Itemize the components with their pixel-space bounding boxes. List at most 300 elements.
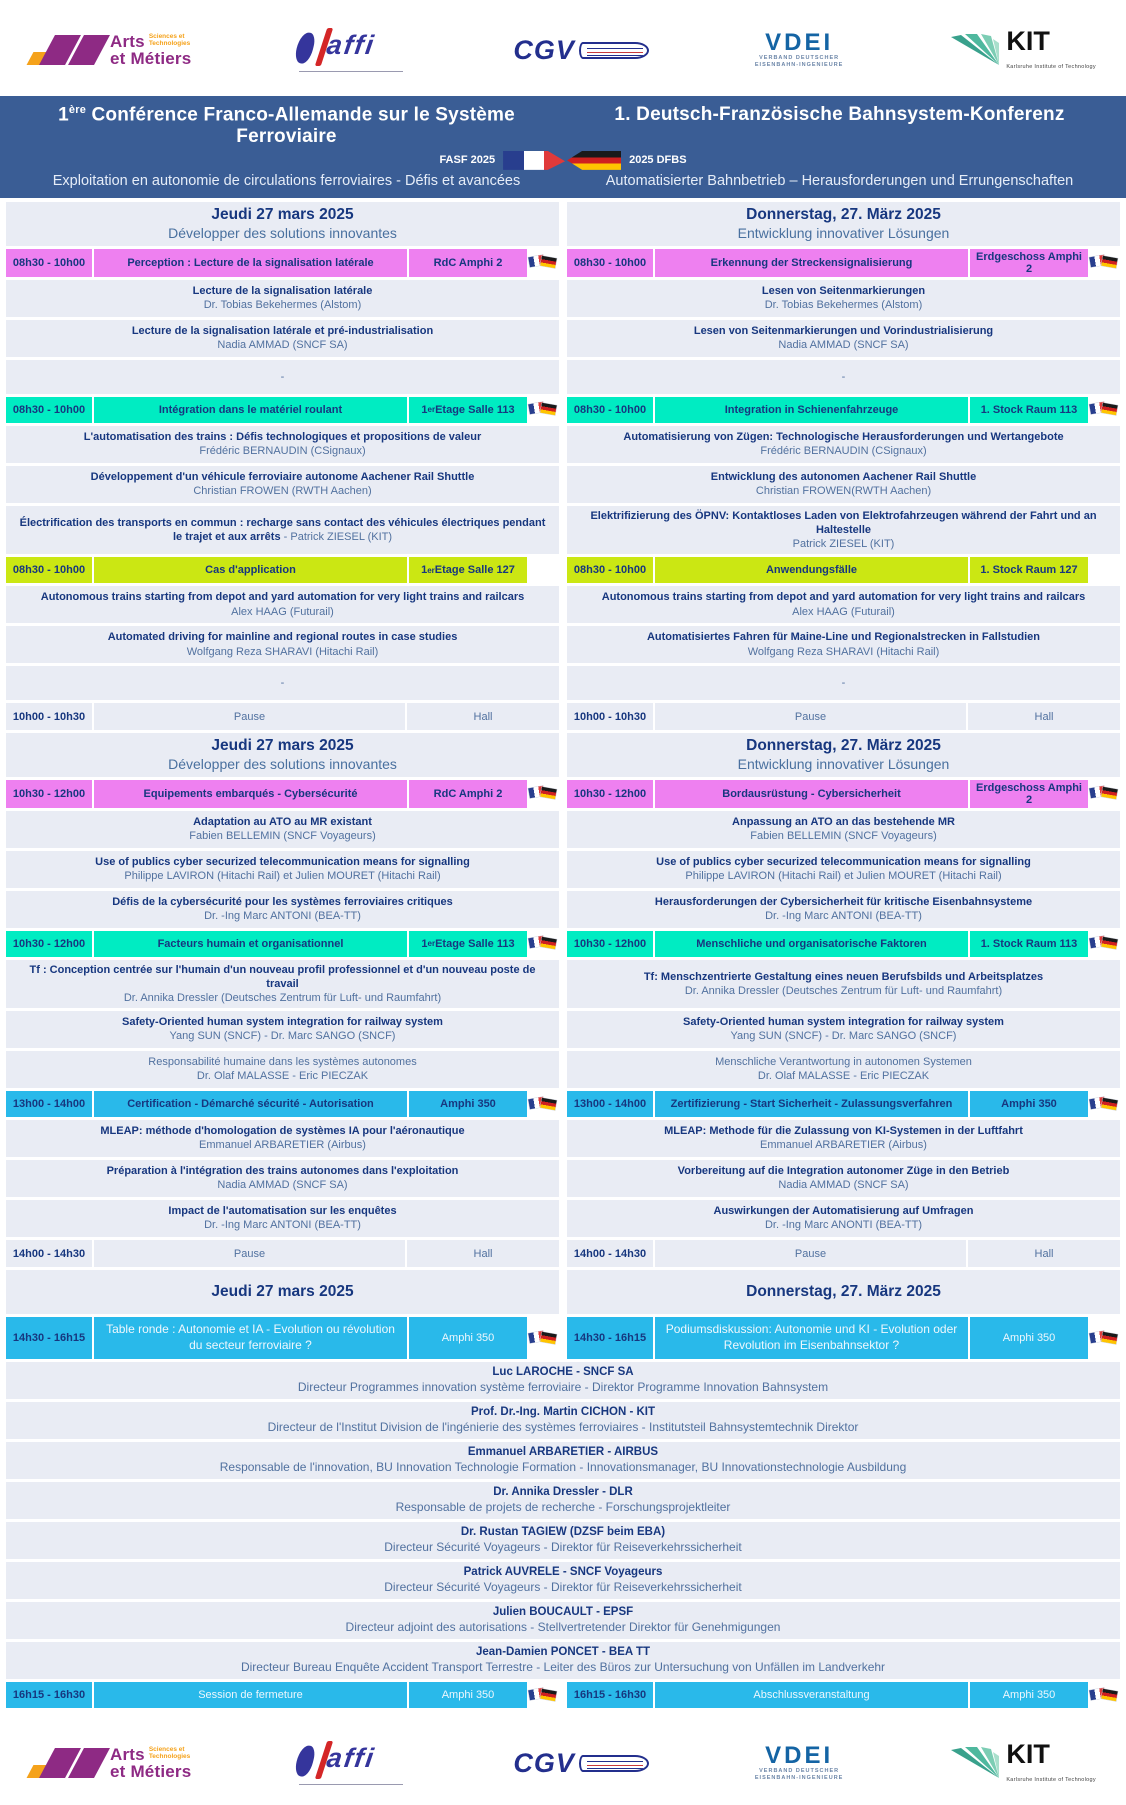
talk-title: Lesen von Seitenmarkierungen und Vorindustrialisierung [693,325,994,338]
schedule-row [6,1120,1120,1157]
talk-cell [6,626,559,663]
pause-time: 14h00 - 14h30 [567,1240,653,1267]
session-room: 1 er Etage Salle 113 [409,931,527,957]
column-fr [6,320,559,357]
panelist-name: Dr. Rustan TAGIEW (DZSF beim EBA) [460,1526,666,1539]
day-header [567,1270,1120,1314]
france-germany-flags-icon [529,1330,557,1347]
talk-cell [567,1200,1120,1237]
column-fr [6,466,559,503]
talk-title: Autonomous trains starting from depot and yard automation for very light trains and railcars [601,591,1086,604]
panelist-description: Responsable de l'innovation, BU Innovation Technologie Formation - Innovationsmanager, BU Innovationstechnologie Ausbildung [219,1460,907,1475]
talk-cell [6,320,559,357]
empty-slot: - [6,666,559,700]
session-time: 08h30 - 10h00 [567,249,653,277]
schedule-row [6,586,1120,623]
vdei-subtitle: VERBAND DEUTSCHER EISENBAHN-INGENIEURE [754,54,844,68]
talk-title: Auswirkungen der Automatisierung auf Umfragen [713,1205,974,1218]
session-time: 13h00 - 14h00 [6,1091,92,1117]
session-title: Session de fermeture [94,1682,407,1708]
session-room: 1 er Etage Salle 113 [409,397,527,423]
session-room: Erdgeschoss Amphi 2 [970,780,1088,808]
session-title: Integration in Schienenfahrzeuge [655,397,968,423]
column-de [567,1011,1120,1048]
vdei-label: VDEI [765,28,834,56]
german-flag-icon [540,1331,557,1343]
flags-zone [529,557,559,583]
talk-title: MLEAP: méthode d'homologation de systèmes IA pour l'aéronautique [100,1125,465,1138]
talk-speaker: Dr. -Ing Marc ANTONI (BEA-TT) [204,909,361,922]
column-fr [6,280,559,317]
column-de [567,1270,1120,1314]
talk-speaker: Nadia AMMAD (SNCF SA) [217,1179,348,1192]
talk-title: Herausforderungen der Cybersicherheit für kritische Eisenbahnsysteme [654,895,1033,908]
banner-titles [10,104,1116,148]
kit-subtitle: Karlsruhe Institute of Technology [1006,1776,1096,1783]
talk-speaker: Nadia AMMAD (SNCF SA) [217,339,348,352]
talk-speaker: Dr. Annika Dressler (Deutsches Zentrum für Luft- und Raumfahrt) [123,991,442,1004]
panelist-row [6,1522,1120,1559]
schedule-row [6,466,1120,503]
talk-cell [567,466,1120,503]
column-fr [6,931,559,957]
talk-title: Adaptation au ATO au MR existant [193,815,372,828]
session-room: Amphi 350 [409,1317,527,1359]
talk-speaker: Dr. -Ing Marc ANTONI (BEA-TT) [204,1219,361,1232]
flags-zone [529,1317,559,1359]
talk-cell [6,1011,559,1048]
flags-zone [1090,931,1120,957]
day-title: Jeudi 27 mars 2025 [211,1282,354,1300]
train-icon [579,42,649,59]
flags-zone [1090,1317,1120,1359]
day-header [6,1270,559,1314]
session-room: 1. Stock Raum 113 [970,397,1088,423]
france-germany-flags-icon [1090,1330,1118,1347]
talk-speaker: Emmanuel ARBARETIER (Airbus) [760,1139,927,1152]
column-de [567,360,1120,394]
panelist-name: Julien BOUCAULT - EPSF [492,1606,634,1619]
schedule-row [6,397,1120,423]
talk-speaker: Dr. Tobias Bekehermes (Alstom) [764,299,923,312]
german-flag-icon [540,1688,557,1700]
talk-title: Anpassung an ATO an das bestehende MR [732,815,955,828]
session-time: 08h30 - 10h00 [6,249,92,277]
column-de [567,1240,1120,1267]
column-fr [6,397,559,423]
session-title: Menschliche und organisatorische Faktoren [655,931,968,957]
german-flag-icon [1101,256,1118,268]
column-de [567,1160,1120,1197]
schedule-row [6,360,1120,394]
talk-cell [6,426,559,463]
pause-time: 14h00 - 14h30 [6,1240,92,1267]
talk-cell [6,851,559,888]
banner-subtitle-de: Automatisierter Bahnbetrieb – Herausforderungen und Errungenschaften [605,173,1074,190]
talk-title: Responsabilité humaine dans les systèmes autonomes [148,1056,417,1069]
pause-label: Pause [94,1240,405,1267]
session-room: Amphi 350 [970,1682,1088,1708]
banner-title-fr: 1ère Conférence Franco-Allemande sur le Système Ferroviaire [58,104,515,148]
talk-title: Automated driving for mainline and regional routes in case studies [107,631,458,644]
flags-zone [1090,1091,1120,1117]
talk-title: Lecture de la signalisation latérale et pré-industrialisation [131,325,434,338]
talk-title: Safety-Oriented human system integration for railway system [122,1016,443,1029]
session-time: 10h30 - 12h00 [567,931,653,957]
session-title: Facteurs humain et organisationnel [94,931,407,957]
talk-cell [567,1051,1120,1088]
flags-zone [529,780,559,808]
dfbs-badge: 2025 DFBS [629,154,687,167]
affi-mark-icon [294,31,317,66]
schedule-row [6,960,1120,1008]
arts-et-metiers-label: Arts [110,31,145,51]
empty-slot: - [567,666,1120,700]
cgv-logo [513,35,649,66]
session-room: RdC Amphi 2 [409,780,527,808]
flags-zone [1090,397,1120,423]
german-flag-icon [1101,937,1118,949]
schedule-row [6,891,1120,928]
vdei-logo [754,28,844,69]
talk-cell [6,1200,559,1237]
flags-zone [1090,249,1120,277]
flags-zone [1090,780,1120,808]
talk-title: Électrification des transports en commun : recharge sans contact des véhicules électriques pendant le trajet et aux arrêts - Patrick ZIESEL (KIT) [19,516,546,543]
talk-cell [567,1011,1120,1048]
fasf-badge: FASF 2025 [439,154,496,167]
column-de [567,466,1120,503]
talk-title: Lesen von Seitenmarkierungen [761,285,926,298]
column-fr [6,249,559,277]
flags-zone [529,1091,559,1117]
day-subtitle: Entwicklung innovativer Lösungen [737,224,950,241]
flags-zone [1090,1682,1120,1708]
session-time: 08h30 - 10h00 [6,397,92,423]
session-time: 14h30 - 16h15 [6,1317,92,1359]
column-fr [6,1240,559,1267]
cgv-label: CGV [513,1747,575,1778]
talk-speaker: Emmanuel ARBARETIER (Airbus) [199,1139,366,1152]
talk-speaker: Yang SUN (SNCF) - Dr. Marc SANGO (SNCF) [169,1030,396,1043]
talk-title: Elektrifizierung des ÖPNV: Kontaktloses Laden von Elektrofahrzeugen während der Fahrt und an Haltestelle [590,509,1097,536]
column-fr [6,960,559,1008]
panelist-name: Emmanuel ARBARETIER - AIRBUS [467,1446,659,1459]
france-germany-flags-icon [529,1687,557,1704]
talk-speaker: Christian FROWEN (RWTH Aachen) [193,485,372,498]
german-flag-icon [540,937,557,949]
panelist-name: Jean-Damien PONCET - BEA TT [475,1646,651,1659]
panelist-description: Responsable de projets de recherche - Forschungsprojektleiter [395,1500,731,1515]
session-room: Amphi 350 [970,1317,1088,1359]
talk-cell [6,506,559,554]
schedule-row [6,202,1120,245]
affi-logo [297,28,407,72]
talk-speaker: Alex HAAG (Futurail) [792,605,895,618]
talk-cell [6,891,559,928]
column-fr [6,666,559,700]
france-germany-flags-icon [529,254,557,271]
day-title: Donnerstag, 27. März 2025 [746,206,941,224]
talk-speaker: Dr. Olaf MALASSE - Eric PIECZAK [196,1070,369,1083]
session-room: 1. Stock Raum 113 [970,931,1088,957]
column-fr [6,586,559,623]
column-de [567,626,1120,663]
session-time: 16h15 - 16h30 [6,1682,92,1708]
session-time: 08h30 - 10h00 [567,557,653,583]
empty-slot: - [567,360,1120,394]
talk-cell [567,626,1120,663]
vdei-subtitle: VERBAND DEUTSCHER EISENBAHN-INGENIEURE [754,1767,844,1782]
schedule-row [6,1270,1120,1314]
day-title: Donnerstag, 27. März 2025 [746,1282,941,1300]
talk-title: Autonomous trains starting from depot and yard automation for very light trains and railcars [40,591,525,604]
column-de [567,666,1120,700]
talk-cell [567,506,1120,554]
talk-speaker: Alex HAAG (Futurail) [231,605,334,618]
france-germany-flags-icon [1090,785,1118,802]
column-fr [6,1120,559,1157]
day-subtitle: Développer des solutions innovantes [168,224,397,241]
talk-speaker: Philippe LAVIRON (Hitachi Rail) et Julien MOURET (Hitachi Rail) [124,869,441,882]
france-germany-flags-icon [1090,1096,1118,1113]
talk-speaker: Patrick ZIESEL (KIT) [792,537,895,550]
talk-speaker: Dr. Tobias Bekehermes (Alstom) [203,299,362,312]
german-flag-icon [1101,1331,1118,1343]
session-time: 14h30 - 16h15 [567,1317,653,1359]
column-de [567,931,1120,957]
session-room: RdC Amphi 2 [409,249,527,277]
affi-mark-icon [294,1744,317,1779]
column-fr [6,1091,559,1117]
session-title: Abschlussveranstaltung [655,1682,968,1708]
pause-room: Hall [407,703,559,730]
talk-speaker: Wolfgang Reza SHARAVI (Hitachi Rail) [747,645,940,658]
pause-time: 10h00 - 10h30 [567,703,653,730]
day-header [6,733,559,776]
column-fr [6,1200,559,1237]
affi-label: affi [325,30,378,60]
pause-label: Pause [94,703,405,730]
kit-fan-icon [949,33,1001,67]
german-flag-icon [540,256,557,268]
talk-cell [567,811,1120,848]
column-de [567,557,1120,583]
talk-title: Préparation à l'intégration des trains autonomes dans l'exploitation [106,1165,459,1178]
column-de [567,202,1120,245]
panelist-description: Directeur Sécurité Voyageurs - Direktor für Reiseverkehrssicherheit [384,1540,742,1555]
session-room: Amphi 350 [409,1091,527,1117]
panelist-row [6,1442,1120,1479]
talk-cell [6,1160,559,1197]
schedule-row [6,666,1120,700]
talk-cell [6,280,559,317]
session-room: Amphi 350 [409,1682,527,1708]
panelist-description: Directeur Bureau Enquête Accident Transport Terrestre - Leiter des Büros zur Untersuchung von Unfällen im Landverkehr [240,1660,886,1675]
talk-title: Lecture de la signalisation latérale [192,285,373,298]
session-time: 10h30 - 12h00 [6,780,92,808]
column-de [567,1682,1120,1708]
talk-speaker: Nadia AMMAD (SNCF SA) [778,1179,909,1192]
schedule-row [6,280,1120,317]
talk-title: Impact de l'automatisation sur les enquêtes [168,1205,397,1218]
day-header [567,733,1120,776]
talk-speaker: - Patrick ZIESEL (KIT) [283,530,393,543]
session-time: 10h30 - 12h00 [6,931,92,957]
banner-subtitle-fr: Exploitation en autonomie de circulations ferroviaires - Défis et avancées [52,173,521,190]
talk-speaker: Christian FROWEN(RWTH Aachen) [755,485,932,498]
session-time: 08h30 - 10h00 [6,557,92,583]
column-de [567,586,1120,623]
talk-cell [567,1120,1120,1157]
kit-label: KIT [1006,25,1050,56]
session-time: 08h30 - 10h00 [567,397,653,423]
pause-label: Pause [655,703,966,730]
france-germany-flags-icon [1090,935,1118,952]
france-germany-flags-icon [529,935,557,952]
column-fr [6,1011,559,1048]
flags-zone [529,397,559,423]
schedule-row [6,1317,1120,1359]
talk-cell [6,586,559,623]
session-time: 10h30 - 12h00 [567,780,653,808]
column-fr [6,1317,559,1359]
talk-speaker: Wolfgang Reza SHARAVI (Hitachi Rail) [186,645,379,658]
arts-et-metiers-tagline: Sciences et Technologies [148,32,191,47]
german-flag-icon [1101,787,1118,799]
column-fr [6,851,559,888]
column-de [567,733,1120,776]
france-germany-flags-icon [529,785,557,802]
talk-speaker: Nadia AMMAD (SNCF SA) [778,339,909,352]
talk-cell [567,586,1120,623]
title-banner [0,96,1126,198]
talk-title: Vorbereitung auf die Integration autonomer Züge in den Betrieb [677,1165,1010,1178]
flags-zone [529,1682,559,1708]
panelist-row [6,1402,1120,1439]
arts-et-metiers-mark-icon [30,1748,102,1778]
column-de [567,506,1120,554]
talk-speaker: Philippe LAVIRON (Hitachi Rail) et Julien MOURET (Hitachi Rail) [685,869,1002,882]
column-de [567,249,1120,277]
schedule-row [6,1682,1120,1708]
talk-title: MLEAP: Methode für die Zulassung von KI-Systemen in der Luftfahrt [664,1125,1023,1138]
column-de [567,1200,1120,1237]
vdei-logo [754,1741,844,1782]
panelist-description: Directeur de l'Institut Division de l'ingénierie des systèmes ferroviaires - Institutsteil Bahnsystemtechnik Direktor [267,1420,859,1435]
schedule-row [6,1051,1120,1088]
column-de [567,703,1120,730]
german-flag-icon [540,1097,557,1109]
pause-label: Pause [655,1240,966,1267]
panelist-name: Prof. Dr.-Ing. Martin CICHON - KIT [471,1406,655,1419]
schedule-row [6,1200,1120,1237]
arts-et-metiers-tagline: Sciences et Technologies [148,1745,191,1760]
talk-title: Automatisiertes Fahren für Maine-Line und Regionalstrecken in Fallstudien [646,631,1040,644]
talk-title: Tf: Menschzentrierte Gestaltung eines neuen Berufsbilds und Arbeitsplatzes [643,970,1044,983]
affi-label: affi [325,1743,378,1774]
column-de [567,960,1120,1008]
column-de [567,851,1120,888]
panelist-row [6,1642,1120,1679]
arts-et-metiers-mark-icon [30,35,102,65]
column-de [567,426,1120,463]
session-title: Cas d'application [94,557,407,583]
panelist-name: Dr. Annika Dressler - DLR [493,1486,633,1499]
column-de [567,1317,1120,1359]
talk-speaker: Yang SUN (SNCF) - Dr. Marc SANGO (SNCF) [730,1030,957,1043]
arts-et-metiers-label: Arts [110,1744,145,1764]
talk-cell [6,1051,559,1088]
day-title: Jeudi 27 mars 2025 [211,206,354,224]
german-flag-icon [1101,1688,1118,1700]
column-fr [6,891,559,928]
talk-cell [567,320,1120,357]
kit-logo [949,1738,1096,1786]
france-germany-flags-icon [1090,401,1118,418]
banner-title-de: 1. Deutsch-Französische Bahnsystem-Konferenz [614,104,1065,125]
column-de [567,1051,1120,1088]
schedule-row [6,557,1120,583]
header-logo-strip [0,0,1126,96]
session-title: Zertifizierung - Start Sicherheit - Zulassungsverfahren [655,1091,968,1117]
cgv-label: CGV [513,34,575,65]
pause-room: Hall [407,1240,559,1267]
banner-badge-row [10,149,1116,171]
talk-cell [567,891,1120,928]
banner-subtitles [10,173,1116,189]
schedule-row [6,1240,1120,1267]
talk-title: Défis de la cybersécurité pour les systèmes ferroviaires critiques [112,895,453,908]
german-flag-icon [540,787,557,799]
kit-fan-icon [949,1746,1001,1780]
column-de [567,1091,1120,1117]
day-header [567,202,1120,245]
talk-title: Entwicklung des autonomen Aachener Rail Shuttle [710,471,977,484]
panelist-description: Directeur adjoint des autorisations - Stellvertretender Direktor für Genehmigungen [345,1620,781,1635]
column-de [567,320,1120,357]
session-room: 1 er Etage Salle 127 [409,557,527,583]
panelist-row [6,1482,1120,1519]
flags-zone [529,931,559,957]
talk-speaker: Fabien BELLEMIN (SNCF Voyageurs) [750,829,937,842]
talk-cell [567,851,1120,888]
affi-logo [297,1741,407,1785]
column-fr [6,360,559,394]
schedule-row [6,1091,1120,1117]
german-flag-icon [540,403,557,415]
schedule-row [6,780,1120,808]
session-title: Podiumsdiskussion: Autonomie und KI - Evolution oder Revolution im Eisenbahnsektor ? [655,1317,968,1359]
cgv-logo [513,1748,649,1779]
panelist-name: Luc LAROCHE - SNCF SA [492,1366,634,1379]
session-title: Anwendungsfälle [655,557,968,583]
column-fr [6,1051,559,1088]
talk-title: Safety-Oriented human system integration for railway system [683,1016,1004,1029]
panelist-row [6,1562,1120,1599]
talk-cell [6,811,559,848]
arts-et-metiers-logo: Arts Sciences et Technologies et Métiers [30,33,191,68]
talk-title: Use of publics cyber securized telecommunication means for signalling [656,855,1031,868]
empty-slot: - [6,360,559,394]
session-title: Perception : Lecture de la signalisation latérale [94,249,407,277]
schedule-row [6,320,1120,357]
talk-cell [567,426,1120,463]
talk-title: Menschliche Verantwortung in autonomen Systemen [715,1056,972,1069]
session-title: Equipements embarqués - Cybersécurité [94,780,407,808]
talk-speaker: Dr. Olaf MALASSE - Eric PIECZAK [757,1070,930,1083]
train-icon [579,1755,649,1772]
